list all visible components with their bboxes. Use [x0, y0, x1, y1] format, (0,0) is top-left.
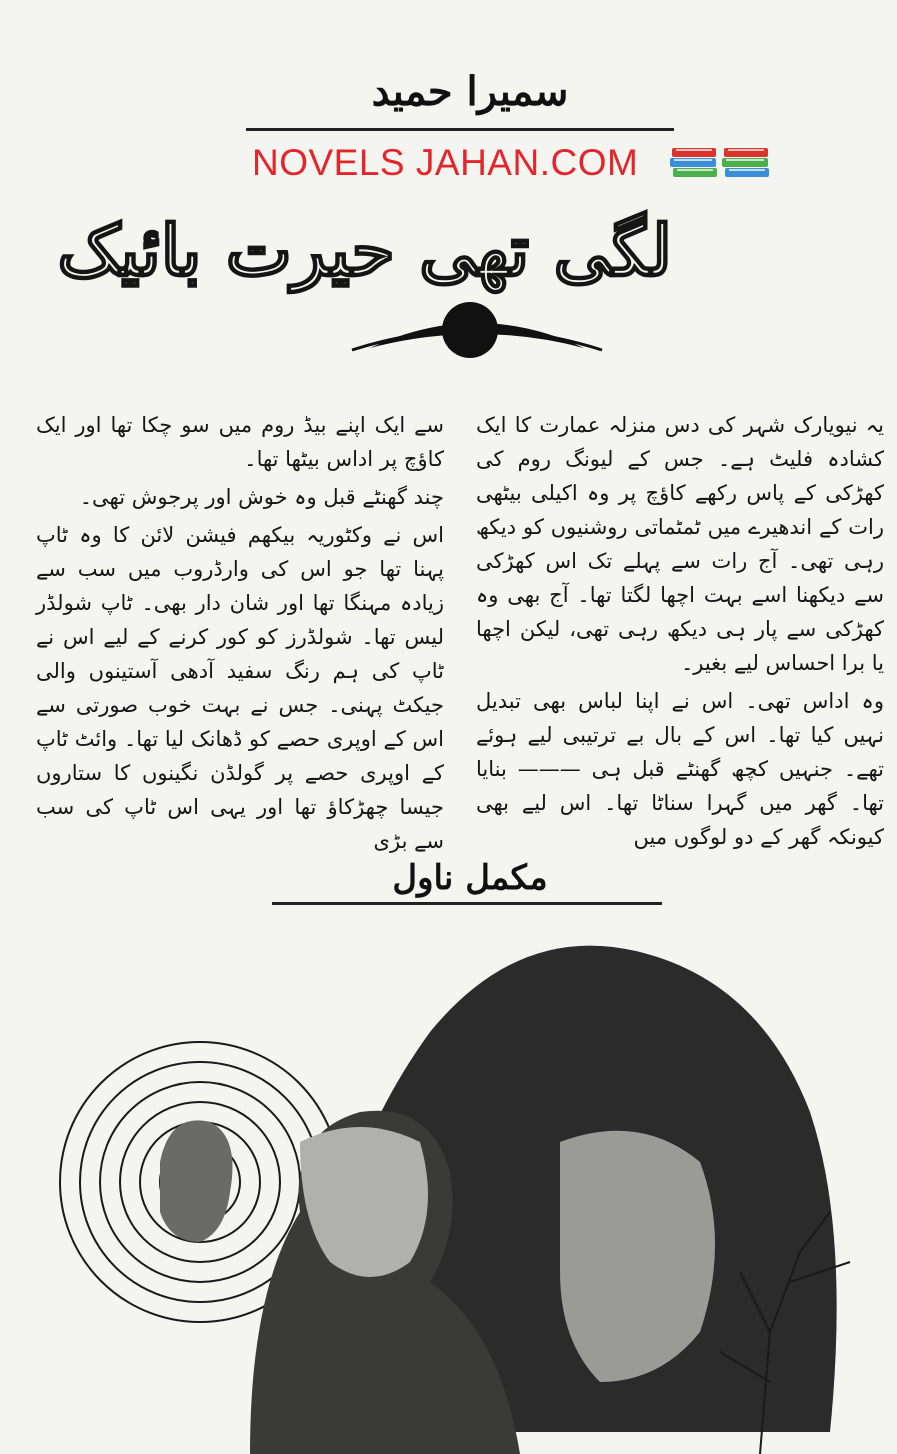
article-column-left: [36, 408, 444, 853]
bottom-divider: [272, 902, 662, 905]
article-column-right: [476, 408, 884, 848]
stacked-books-icon: [668, 140, 772, 186]
paragraph: چند گھنٹے قبل وہ خوش اور پرجوش تھی۔: [79, 485, 444, 509]
paragraph: اس نے وکٹوریہ بیکھم فیشن لائن کا وہ ٹاپ پہنا تھا جو اس کی وارڈروب میں سب سے زیادہ مہنگا تھا اور شان دار بھی۔ ٹاپ شولڈر لیس تھا۔ شولڈرز کو کور کرنے کے لیے اس نے ٹاپ کی ہم رنگ سفید آدھی آستینوں والی جیکٹ پہنی۔ جس نے بہت خوب صورتی سے اس کے اوپری حصے کو ڈھانک لیا تھا۔ وائٹ ٹاپ کے اوپری حصے پر گولڈن نگینوں کا ستاروں جیسا چھڑکاؤ تھا اور یہی اس ٹاپ کی سب سے بڑی: [36, 523, 444, 853]
paragraph: وہ اداس تھی۔ اس نے اپنا لباس بھی تبدیل نہیں کیا تھا۔ اس کے بال بے ترتیبی لیے ہوئے تھے۔ جنہیں کچھ گھنٹے قبل ہی ——— بنایا تھا۔ گھر میں گہرا سناٹا تھا۔ اس لیے بھی کیونکہ گھر کے دو لوگوں میں: [476, 689, 884, 849]
story-title: لگی تھی حیرت بائیک: [57, 209, 672, 292]
paragraph: سے ایک اپنے بیڈ روم میں سو چکا تھا اور ایک کاؤچ پر اداس بیٹھا تھا۔: [36, 413, 444, 471]
story-illustration: [0, 912, 897, 1454]
top-divider: [246, 128, 674, 131]
paragraph: یہ نیویارک شہر کی دس منزلہ عمارت کا ایک کشادہ فلیٹ ہے۔ جس کے لیونگ روم کی کھڑکی کے پاس رکھے کاؤچ پر وہ اکیلی بیٹھی رات کے اندھیرے میں ٹمٹماتی روشنیوں کو دیکھ رہی تھی۔ آج رات سے پہلے تک اس کھڑکی سے دیکھنا اسے بہت اچھا لگتا تھا۔ آج بھی وہ کھڑکی سے پار ہی دیکھ رہی تھی، لیکن اچھا یا برا احساس لیے بغیر۔: [476, 413, 884, 675]
author-name: سمیرا حمید: [371, 68, 569, 115]
site-watermark: NOVELS JAHAN.COM: [252, 142, 639, 183]
novel-byline: مکمل ناول: [392, 858, 548, 898]
small-figure: [160, 1120, 233, 1242]
